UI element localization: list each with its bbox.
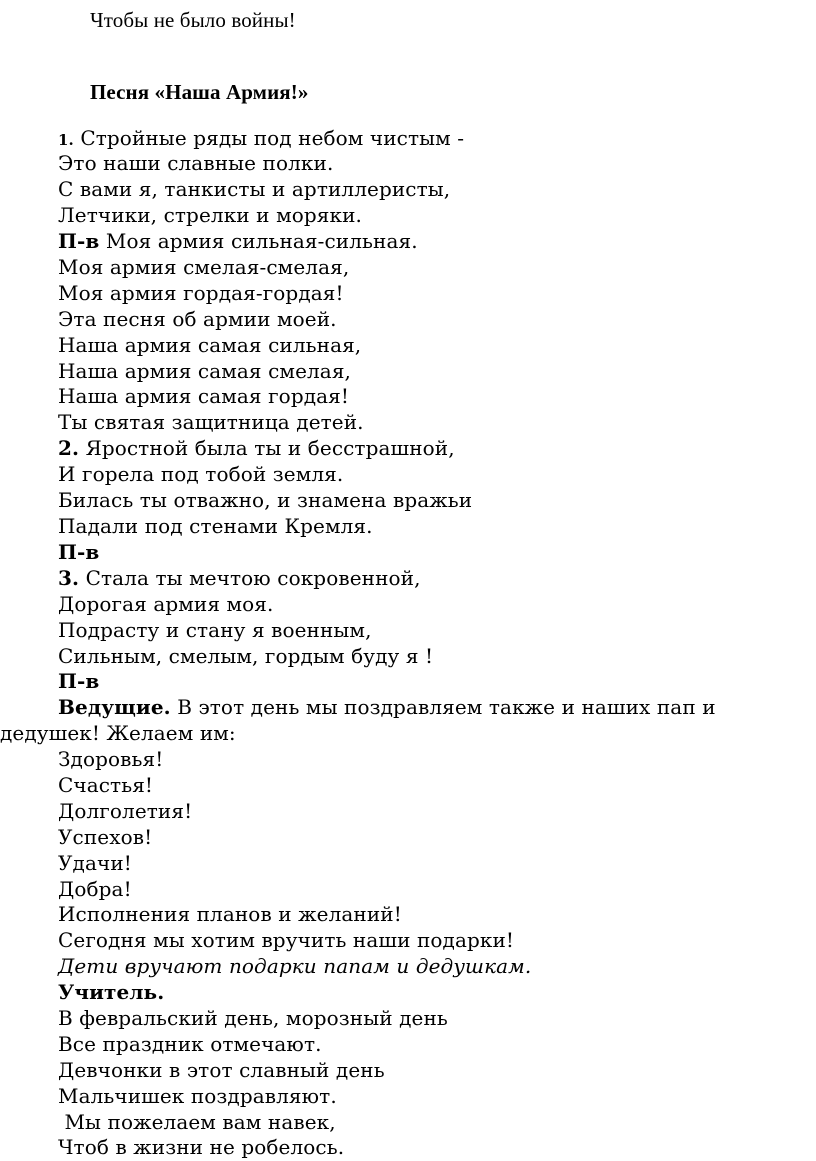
verse3-line: Подрасту и стану я военным, xyxy=(58,618,372,642)
wish-line: Счастья! xyxy=(58,773,154,797)
verse2-number: 2. xyxy=(58,436,80,460)
host-line: дедушек! Желаем им: xyxy=(0,721,236,745)
teacher-line: Все праздник отмечают. xyxy=(58,1032,322,1056)
verse2-line: Падали под стенами Кремля. xyxy=(58,514,373,538)
chorus-line: Моя армия гордая-гордая! xyxy=(58,281,344,305)
wish-line: Сегодня мы хотим вручить наши подарки! xyxy=(58,928,515,952)
song-title: Песня «Наша Армия!» xyxy=(90,80,309,104)
verse2-line: И горела под тобой земля. xyxy=(58,462,344,486)
verse3-number: 3. xyxy=(58,566,80,590)
teacher-line: В февральский день, морозный день xyxy=(58,1006,448,1030)
verse3-line: Дорогая армия моя. xyxy=(58,592,274,616)
verse2-first-line xyxy=(58,436,455,461)
teacher-line: Мальчишек поздравляют. xyxy=(58,1084,337,1108)
header-line: Чтобы не было войны! xyxy=(90,8,296,32)
wish-line: Удачи! xyxy=(58,851,132,875)
wish-line: Успехов! xyxy=(58,825,153,849)
chorus-label: П-в xyxy=(58,229,100,253)
chorus-first-line xyxy=(58,229,418,254)
host-first-line xyxy=(58,695,716,720)
verse2-line: Билась ты отважно, и знамена вражьи xyxy=(58,488,473,512)
verse3-chorus-label: П-в xyxy=(58,669,100,693)
chorus-line: Наша армия самая гордая! xyxy=(58,384,350,408)
teacher-line: Мы пожелаем вам навек, xyxy=(58,1110,336,1134)
teacher-line: Девчонки в этот славный день xyxy=(58,1058,385,1082)
host-label: Ведущие. xyxy=(58,695,171,719)
chorus-line: Моя армия смелая-смелая, xyxy=(58,255,350,279)
verse3-first-line xyxy=(58,566,421,591)
verse1-number: 1. xyxy=(58,131,74,149)
verse1-line: Это наши славные полки. xyxy=(58,151,334,175)
stage-direction: Дети вручают подарки папам и дедушкам. xyxy=(58,954,532,978)
teacher-label: Учитель. xyxy=(58,980,165,1004)
chorus-line: Эта песня об армии моей. xyxy=(58,307,337,331)
wish-line: Добра! xyxy=(58,877,132,901)
verse2-chorus-label: П-в xyxy=(58,540,100,564)
wish-line: Исполнения планов и желаний! xyxy=(58,902,402,926)
teacher-line: Чтоб в жизни не робелось. xyxy=(58,1135,345,1159)
host-line: В этот день мы поздравляем также и наших пап и xyxy=(177,695,716,719)
verse2-line: Яростной была ты и бесстрашной, xyxy=(85,436,455,460)
verse1-line: С вами я, танкисты и артиллеристы, xyxy=(58,177,451,201)
chorus-line: Ты святая защитница детей. xyxy=(58,410,364,434)
verse3-line: Сильным, смелым, гордым буду я ! xyxy=(58,644,434,668)
chorus-line: Наша армия самая смелая, xyxy=(58,359,352,383)
verse1-line: Стройные ряды под небом чистым - xyxy=(80,126,465,150)
chorus-line: Наша армия самая сильная, xyxy=(58,333,362,357)
verse1-first-line xyxy=(58,126,464,153)
wish-line: Долголетия! xyxy=(58,799,193,823)
verse3-line: Стала ты мечтою сокровенной, xyxy=(85,566,421,590)
verse1-line: Летчики, стрелки и моряки. xyxy=(58,203,362,227)
chorus-line: Моя армия сильная-сильная. xyxy=(105,229,418,253)
wish-line: Здоровья! xyxy=(58,747,164,771)
